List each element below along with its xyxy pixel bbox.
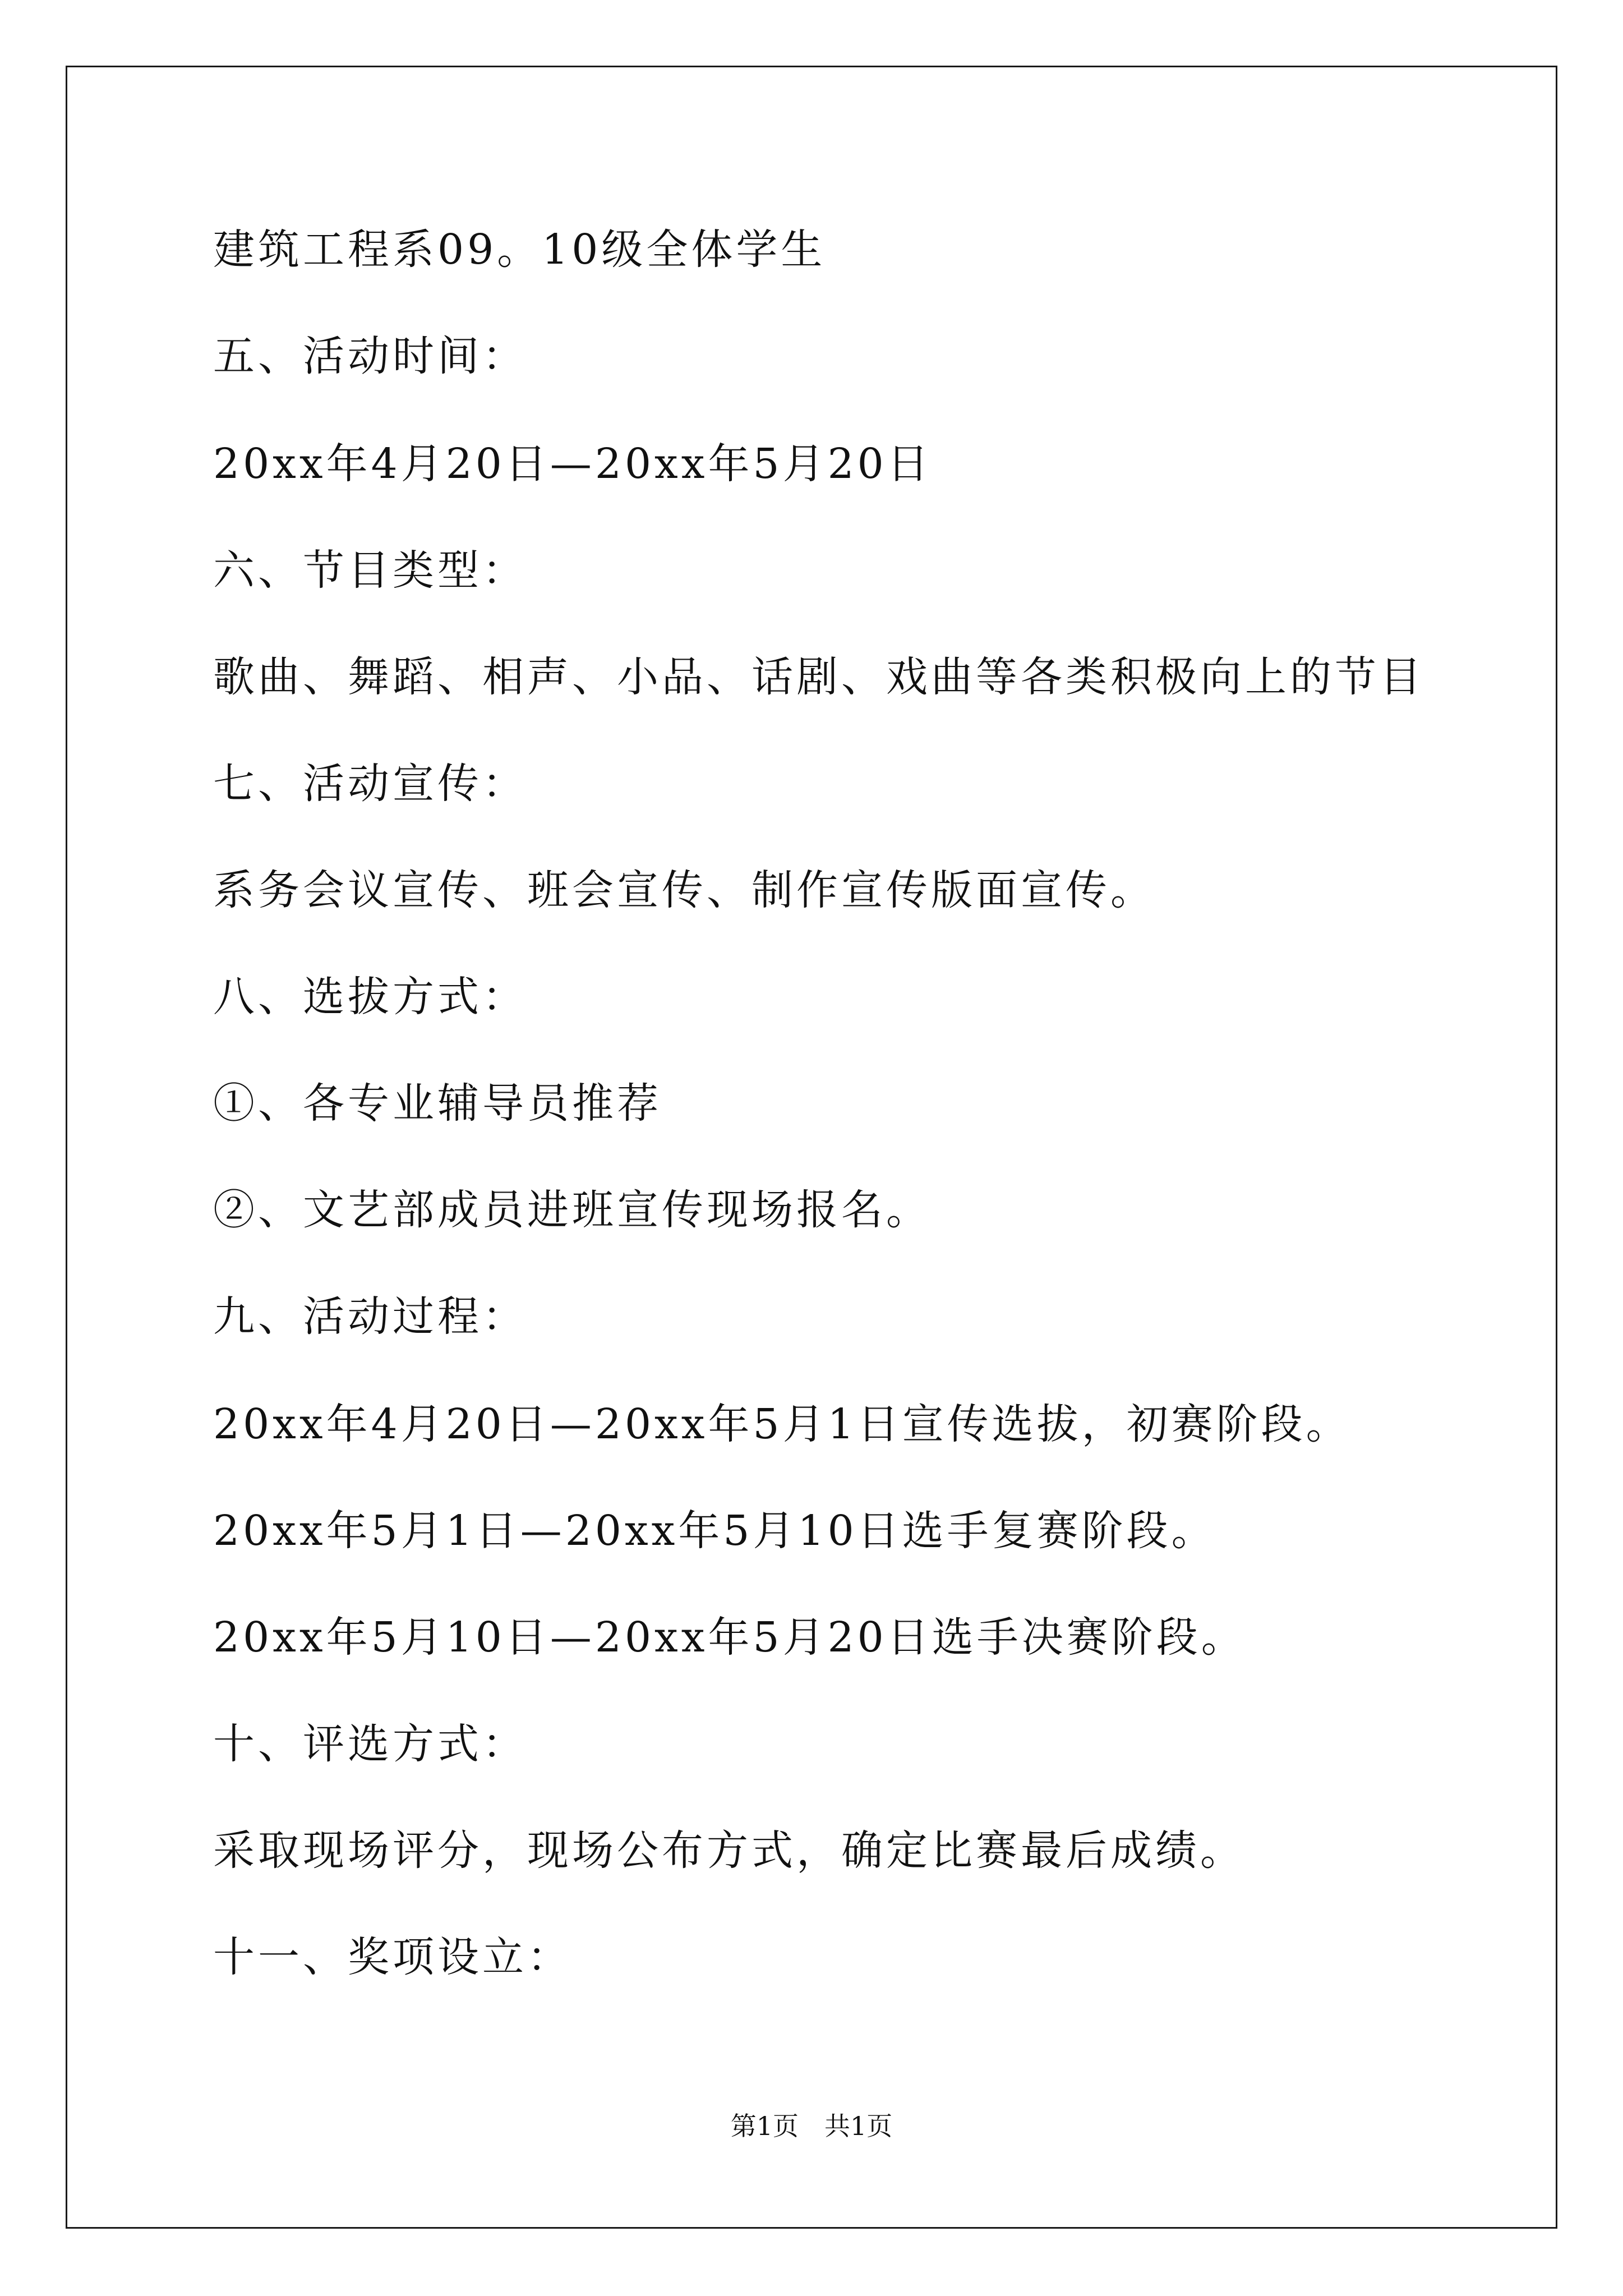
text-line: 歌曲、舞蹈、相声、小品、话剧、戏曲等各类积极向上的节目 [213,653,1424,701]
text-line: 建筑工程系09。10级全体学生 [213,226,826,274]
text-line: 20xx年4月20日—20xx年5月1日宣传选拔，初赛阶段。 [213,1400,1351,1448]
section-heading: 七、活动宣传： [213,760,527,808]
text-line: ②、文艺部成员进班宣传现场报名。 [213,1186,931,1234]
page-number: 第1页 共1页 [730,2111,893,2141]
section-heading: 五、活动时间： [213,332,527,380]
page-border [66,66,1557,2229]
section-heading: 六、节目类型： [213,546,527,595]
text-line: 采取现场评分，现场公布方式，确定比赛最后成绩。 [213,1826,1245,1875]
text-line: 20xx年5月10日—20xx年5月20日选手决赛阶段。 [213,1613,1246,1662]
text-line: 20xx年4月20日—20xx年5月20日 [213,440,932,488]
section-heading: 十一、奖项设立： [213,1933,572,1981]
text-line: 系务会议宣传、班会宣传、制作宣传版面宣传。 [213,866,1155,914]
section-heading: 九、活动过程： [213,1292,527,1341]
section-heading: 八、选拔方式： [213,973,527,1021]
text-line: ①、各专业辅导员推荐 [213,1079,662,1128]
text-line: 20xx年5月1日—20xx年5月10日选手复赛阶段。 [213,1507,1216,1555]
section-heading: 十、评选方式： [213,1720,527,1768]
